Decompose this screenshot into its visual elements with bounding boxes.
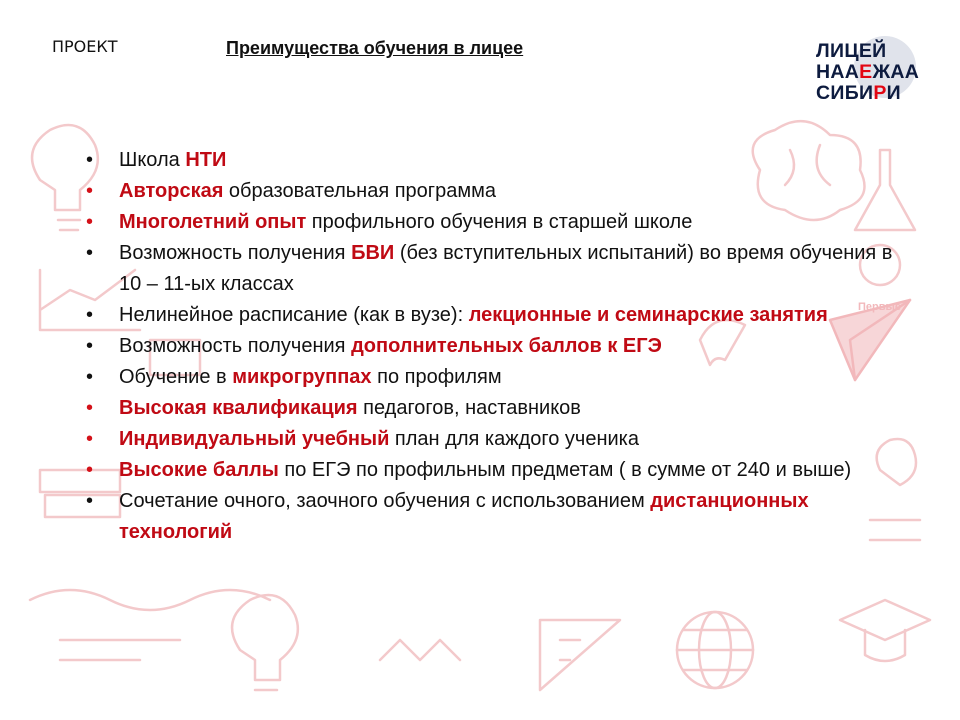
logo-letter-group: СИБИ [816, 82, 874, 104]
advantage-item [86, 455, 916, 486]
lyceum-logo [806, 34, 931, 104]
logo-line-2 [816, 62, 919, 83]
highlighted-text: лекционные и семинарские занятия [468, 304, 828, 326]
item-text: Обучение в [119, 366, 233, 388]
logo-letter-group: Ж [872, 61, 891, 83]
advantage-item [86, 207, 916, 238]
highlighted-text: Авторская [119, 180, 224, 202]
advantage-item [86, 176, 916, 207]
project-label: ПРОЕКТ [52, 37, 118, 56]
highlighted-text: Высокие баллы [119, 459, 279, 481]
logo-letter-group: ЛИ [816, 40, 845, 62]
item-text: Возможность получения [119, 242, 352, 264]
advantage-item [86, 362, 916, 393]
logo-letter-group: НА [816, 61, 845, 83]
logo-letter-group: Е [859, 61, 873, 83]
logo-letter-group: А [844, 61, 860, 83]
advantage-item [86, 145, 916, 176]
item-text: по профилям [371, 366, 502, 388]
advantages-list-container [86, 145, 916, 548]
logo-letter-group: Р [873, 82, 887, 104]
item-text: Возможность получения [119, 335, 352, 357]
item-text: педагогов, наставников [357, 397, 581, 419]
logo-letter-group: ЕЙ [858, 40, 887, 62]
item-text: Школа [119, 149, 186, 171]
highlighted-text: Индивидуальный учебный [119, 428, 390, 450]
highlighted-text: Многолетний опыт [119, 211, 307, 233]
highlighted-text: микрогруппах [232, 366, 372, 388]
advantage-item [86, 486, 916, 548]
advantage-item [86, 393, 916, 424]
advantage-item [86, 331, 916, 362]
highlighted-text: Высокая квалификация [119, 397, 358, 419]
watermark-word: Первые [858, 301, 902, 313]
logo-letter-group: Ц [844, 40, 859, 62]
advantage-item [86, 424, 916, 455]
advantages-list [86, 145, 916, 548]
highlighted-text: дополнительных баллов к ЕГЭ [351, 335, 662, 357]
item-text: образовательная программа [223, 180, 496, 202]
item-text: Нелинейное расписание (как в вузе): [119, 304, 469, 326]
logo-line-3 [816, 83, 901, 104]
logo-letter-group: АА [890, 61, 920, 83]
globe-doodle [677, 612, 753, 688]
logo-letter-group: И [886, 82, 901, 104]
ruler-doodle [540, 620, 620, 690]
item-text: Сочетание очного, заочного обучения с использованием [119, 490, 651, 512]
item-text: профильного обучения в старшей школе [306, 211, 693, 233]
item-text: по ЕГЭ по профильным предметам ( в сумме от 240 и выше) [278, 459, 852, 481]
highlighted-text: БВИ [351, 242, 395, 264]
item-text: (без вступительных испытаний) во время обучения в 10 – 11-ых классах [119, 242, 893, 295]
logo-line-1 [816, 41, 886, 62]
grad-cap-doodle [840, 600, 930, 661]
advantage-item [86, 300, 916, 331]
highlighted-text: НТИ [185, 149, 227, 171]
slide-title: Преимущества обучения в лицее [226, 38, 524, 58]
advantage-item [86, 238, 916, 300]
highlighted-text: дистанционных технологий [119, 490, 809, 543]
item-text: план для каждого ученика [389, 428, 639, 450]
bottom-lightbulb-doodle [232, 595, 298, 690]
